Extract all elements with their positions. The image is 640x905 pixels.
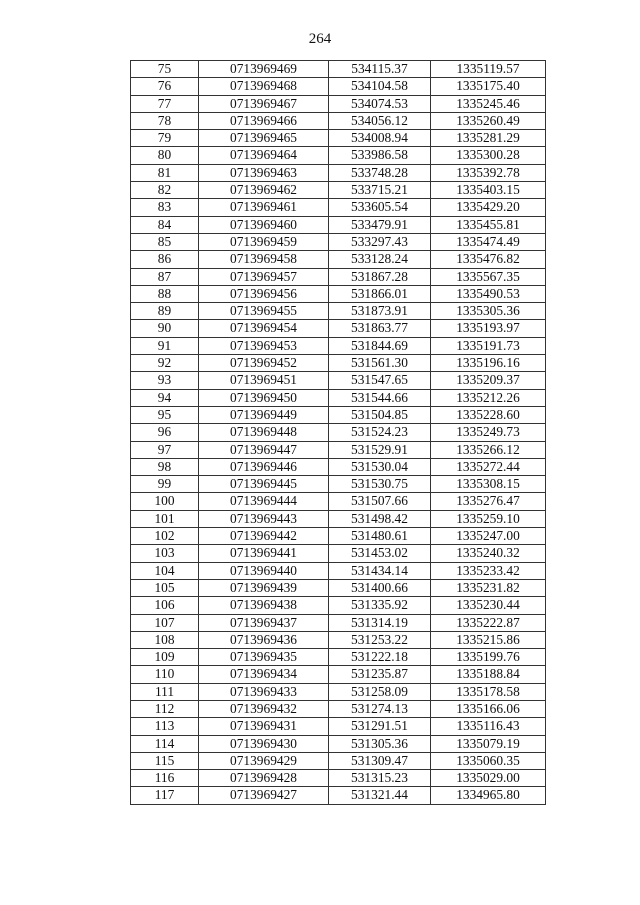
table-row	[131, 545, 546, 562]
x-coordinate-cell: 533479.91	[329, 216, 431, 233]
row-index-cell: 100	[131, 493, 199, 510]
y-coordinate-cell: 1335116.43	[431, 718, 546, 735]
x-coordinate-cell: 531235.87	[329, 666, 431, 683]
y-coordinate-cell: 1335392.78	[431, 164, 546, 181]
y-coordinate-cell: 1335308.15	[431, 476, 546, 493]
row-index-cell: 105	[131, 579, 199, 596]
y-coordinate-cell: 1335403.15	[431, 182, 546, 199]
table-row	[131, 285, 546, 302]
point-id-cell: 0713969459	[199, 233, 329, 250]
y-coordinate-cell: 1335231.82	[431, 579, 546, 596]
y-coordinate-cell: 1335079.19	[431, 735, 546, 752]
table-row	[131, 95, 546, 112]
x-coordinate-cell: 531544.66	[329, 389, 431, 406]
point-id-cell: 0713969429	[199, 752, 329, 769]
row-index-cell: 80	[131, 147, 199, 164]
point-id-cell: 0713969428	[199, 770, 329, 787]
point-id-cell: 0713969461	[199, 199, 329, 216]
row-index-cell: 110	[131, 666, 199, 683]
table-row	[131, 735, 546, 752]
x-coordinate-cell: 531321.44	[329, 787, 431, 804]
x-coordinate-cell: 531453.02	[329, 545, 431, 562]
row-index-cell: 99	[131, 476, 199, 493]
point-id-cell: 0713969464	[199, 147, 329, 164]
x-coordinate-cell: 531561.30	[329, 355, 431, 372]
row-index-cell: 113	[131, 718, 199, 735]
row-index-cell: 115	[131, 752, 199, 769]
y-coordinate-cell: 1335060.35	[431, 752, 546, 769]
table-row	[131, 251, 546, 268]
x-coordinate-cell: 531258.09	[329, 683, 431, 700]
row-index-cell: 78	[131, 112, 199, 129]
point-id-cell: 0713969430	[199, 735, 329, 752]
row-index-cell: 106	[131, 597, 199, 614]
point-id-cell: 0713969462	[199, 182, 329, 199]
point-id-cell: 0713969450	[199, 389, 329, 406]
y-coordinate-cell: 1335215.86	[431, 631, 546, 648]
x-coordinate-cell: 533605.54	[329, 199, 431, 216]
row-index-cell: 77	[131, 95, 199, 112]
point-id-cell: 0713969433	[199, 683, 329, 700]
y-coordinate-cell: 1335249.73	[431, 424, 546, 441]
point-id-cell: 0713969456	[199, 285, 329, 302]
table-row	[131, 528, 546, 545]
table-row	[131, 458, 546, 475]
row-index-cell: 98	[131, 458, 199, 475]
point-id-cell: 0713969466	[199, 112, 329, 129]
x-coordinate-cell: 531547.65	[329, 372, 431, 389]
point-id-cell: 0713969455	[199, 303, 329, 320]
x-coordinate-cell: 534056.12	[329, 112, 431, 129]
table-row	[131, 597, 546, 614]
y-coordinate-cell: 1335233.42	[431, 562, 546, 579]
row-index-cell: 91	[131, 337, 199, 354]
x-coordinate-cell: 533715.21	[329, 182, 431, 199]
point-id-cell: 0713969463	[199, 164, 329, 181]
table-body	[131, 61, 546, 805]
y-coordinate-cell: 1335305.36	[431, 303, 546, 320]
y-coordinate-cell: 1335228.60	[431, 406, 546, 423]
y-coordinate-cell: 1335193.97	[431, 320, 546, 337]
x-coordinate-cell: 531507.66	[329, 493, 431, 510]
row-index-cell: 79	[131, 130, 199, 147]
x-coordinate-cell: 531844.69	[329, 337, 431, 354]
y-coordinate-cell: 1335119.57	[431, 61, 546, 78]
point-id-cell: 0713969443	[199, 510, 329, 527]
row-index-cell: 94	[131, 389, 199, 406]
row-index-cell: 104	[131, 562, 199, 579]
x-coordinate-cell: 531863.77	[329, 320, 431, 337]
point-id-cell: 0713969437	[199, 614, 329, 631]
table-row	[131, 320, 546, 337]
point-id-cell: 0713969457	[199, 268, 329, 285]
point-id-cell: 0713969451	[199, 372, 329, 389]
row-index-cell: 107	[131, 614, 199, 631]
table-row	[131, 683, 546, 700]
point-id-cell: 0713969449	[199, 406, 329, 423]
point-id-cell: 0713969467	[199, 95, 329, 112]
point-id-cell: 0713969460	[199, 216, 329, 233]
y-coordinate-cell: 1335300.28	[431, 147, 546, 164]
y-coordinate-cell: 1335230.44	[431, 597, 546, 614]
y-coordinate-cell: 1335166.06	[431, 700, 546, 717]
table-row	[131, 649, 546, 666]
point-id-cell: 0713969435	[199, 649, 329, 666]
y-coordinate-cell: 1335240.32	[431, 545, 546, 562]
row-index-cell: 86	[131, 251, 199, 268]
x-coordinate-cell: 533748.28	[329, 164, 431, 181]
table-row	[131, 579, 546, 596]
table-row	[131, 666, 546, 683]
table-row	[131, 372, 546, 389]
table-row	[131, 562, 546, 579]
point-id-cell: 0713969434	[199, 666, 329, 683]
x-coordinate-cell: 534008.94	[329, 130, 431, 147]
table-row	[131, 130, 546, 147]
x-coordinate-cell: 533986.58	[329, 147, 431, 164]
coordinates-table	[130, 60, 546, 805]
table-row	[131, 631, 546, 648]
x-coordinate-cell: 534074.53	[329, 95, 431, 112]
y-coordinate-cell: 1335476.82	[431, 251, 546, 268]
point-id-cell: 0713969427	[199, 787, 329, 804]
point-id-cell: 0713969438	[199, 597, 329, 614]
table-row	[131, 770, 546, 787]
table-row	[131, 355, 546, 372]
y-coordinate-cell: 1335209.37	[431, 372, 546, 389]
y-coordinate-cell: 1335266.12	[431, 441, 546, 458]
row-index-cell: 85	[131, 233, 199, 250]
point-id-cell: 0713969452	[199, 355, 329, 372]
y-coordinate-cell: 1335212.26	[431, 389, 546, 406]
row-index-cell: 101	[131, 510, 199, 527]
point-id-cell: 0713969439	[199, 579, 329, 596]
row-index-cell: 75	[131, 61, 199, 78]
row-index-cell: 82	[131, 182, 199, 199]
row-index-cell: 81	[131, 164, 199, 181]
table-row	[131, 787, 546, 804]
table-row	[131, 233, 546, 250]
y-coordinate-cell: 1335222.87	[431, 614, 546, 631]
table-row	[131, 752, 546, 769]
y-coordinate-cell: 1335247.00	[431, 528, 546, 545]
row-index-cell: 116	[131, 770, 199, 787]
x-coordinate-cell: 531434.14	[329, 562, 431, 579]
row-index-cell: 103	[131, 545, 199, 562]
x-coordinate-cell: 531867.28	[329, 268, 431, 285]
x-coordinate-cell: 531309.47	[329, 752, 431, 769]
y-coordinate-cell: 1334965.80	[431, 787, 546, 804]
y-coordinate-cell: 1335191.73	[431, 337, 546, 354]
point-id-cell: 0713969440	[199, 562, 329, 579]
table-row	[131, 406, 546, 423]
point-id-cell: 0713969432	[199, 700, 329, 717]
y-coordinate-cell: 1335245.46	[431, 95, 546, 112]
x-coordinate-cell: 531335.92	[329, 597, 431, 614]
table-row	[131, 614, 546, 631]
row-index-cell: 109	[131, 649, 199, 666]
point-id-cell: 0713969444	[199, 493, 329, 510]
y-coordinate-cell: 1335029.00	[431, 770, 546, 787]
row-index-cell: 108	[131, 631, 199, 648]
x-coordinate-cell: 531222.18	[329, 649, 431, 666]
x-coordinate-cell: 531530.04	[329, 458, 431, 475]
table-row	[131, 78, 546, 95]
row-index-cell: 84	[131, 216, 199, 233]
point-id-cell: 0713969445	[199, 476, 329, 493]
table-row	[131, 424, 546, 441]
row-index-cell: 114	[131, 735, 199, 752]
table-row	[131, 493, 546, 510]
table-row	[131, 268, 546, 285]
x-coordinate-cell: 534115.37	[329, 61, 431, 78]
table-row	[131, 700, 546, 717]
table-row	[131, 303, 546, 320]
row-index-cell: 90	[131, 320, 199, 337]
page-number: 264	[308, 31, 332, 47]
row-index-cell: 111	[131, 683, 199, 700]
y-coordinate-cell: 1335281.29	[431, 130, 546, 147]
y-coordinate-cell: 1335490.53	[431, 285, 546, 302]
row-index-cell: 89	[131, 303, 199, 320]
x-coordinate-cell: 533297.43	[329, 233, 431, 250]
table-row	[131, 182, 546, 199]
y-coordinate-cell: 1335196.16	[431, 355, 546, 372]
x-coordinate-cell: 531530.75	[329, 476, 431, 493]
y-coordinate-cell: 1335567.35	[431, 268, 546, 285]
point-id-cell: 0713969448	[199, 424, 329, 441]
row-index-cell: 96	[131, 424, 199, 441]
table-row	[131, 147, 546, 164]
point-id-cell: 0713969468	[199, 78, 329, 95]
x-coordinate-cell: 531529.91	[329, 441, 431, 458]
table-row	[131, 112, 546, 129]
y-coordinate-cell: 1335259.10	[431, 510, 546, 527]
x-coordinate-cell: 531400.66	[329, 579, 431, 596]
y-coordinate-cell: 1335455.81	[431, 216, 546, 233]
row-index-cell: 117	[131, 787, 199, 804]
x-coordinate-cell: 531873.91	[329, 303, 431, 320]
point-id-cell: 0713969458	[199, 251, 329, 268]
row-index-cell: 102	[131, 528, 199, 545]
row-index-cell: 76	[131, 78, 199, 95]
point-id-cell: 0713969436	[199, 631, 329, 648]
row-index-cell: 93	[131, 372, 199, 389]
x-coordinate-cell: 531314.19	[329, 614, 431, 631]
row-index-cell: 95	[131, 406, 199, 423]
x-coordinate-cell: 531866.01	[329, 285, 431, 302]
y-coordinate-cell: 1335260.49	[431, 112, 546, 129]
table-row	[131, 718, 546, 735]
x-coordinate-cell: 531498.42	[329, 510, 431, 527]
x-coordinate-cell: 531253.22	[329, 631, 431, 648]
point-id-cell: 0713969453	[199, 337, 329, 354]
x-coordinate-cell: 531524.23	[329, 424, 431, 441]
x-coordinate-cell: 531305.36	[329, 735, 431, 752]
x-coordinate-cell: 531291.51	[329, 718, 431, 735]
table-row	[131, 164, 546, 181]
row-index-cell: 92	[131, 355, 199, 372]
row-index-cell: 83	[131, 199, 199, 216]
point-id-cell: 0713969431	[199, 718, 329, 735]
row-index-cell: 87	[131, 268, 199, 285]
y-coordinate-cell: 1335178.58	[431, 683, 546, 700]
point-id-cell: 0713969442	[199, 528, 329, 545]
y-coordinate-cell: 1335272.44	[431, 458, 546, 475]
point-id-cell: 0713969469	[199, 61, 329, 78]
point-id-cell: 0713969441	[199, 545, 329, 562]
y-coordinate-cell: 1335429.20	[431, 199, 546, 216]
x-coordinate-cell: 531504.85	[329, 406, 431, 423]
table-row	[131, 199, 546, 216]
point-id-cell: 0713969454	[199, 320, 329, 337]
y-coordinate-cell: 1335199.76	[431, 649, 546, 666]
table-row	[131, 61, 546, 78]
row-index-cell: 97	[131, 441, 199, 458]
x-coordinate-cell: 531274.13	[329, 700, 431, 717]
y-coordinate-cell: 1335175.40	[431, 78, 546, 95]
y-coordinate-cell: 1335474.49	[431, 233, 546, 250]
y-coordinate-cell: 1335188.84	[431, 666, 546, 683]
x-coordinate-cell: 531315.23	[329, 770, 431, 787]
point-id-cell: 0713969446	[199, 458, 329, 475]
row-index-cell: 112	[131, 700, 199, 717]
y-coordinate-cell: 1335276.47	[431, 493, 546, 510]
row-index-cell: 88	[131, 285, 199, 302]
table-row	[131, 441, 546, 458]
point-id-cell: 0713969465	[199, 130, 329, 147]
point-id-cell: 0713969447	[199, 441, 329, 458]
x-coordinate-cell: 534104.58	[329, 78, 431, 95]
table-row	[131, 510, 546, 527]
x-coordinate-cell: 533128.24	[329, 251, 431, 268]
table-row	[131, 337, 546, 354]
table-row	[131, 216, 546, 233]
table-row	[131, 476, 546, 493]
table-row	[131, 389, 546, 406]
x-coordinate-cell: 531480.61	[329, 528, 431, 545]
